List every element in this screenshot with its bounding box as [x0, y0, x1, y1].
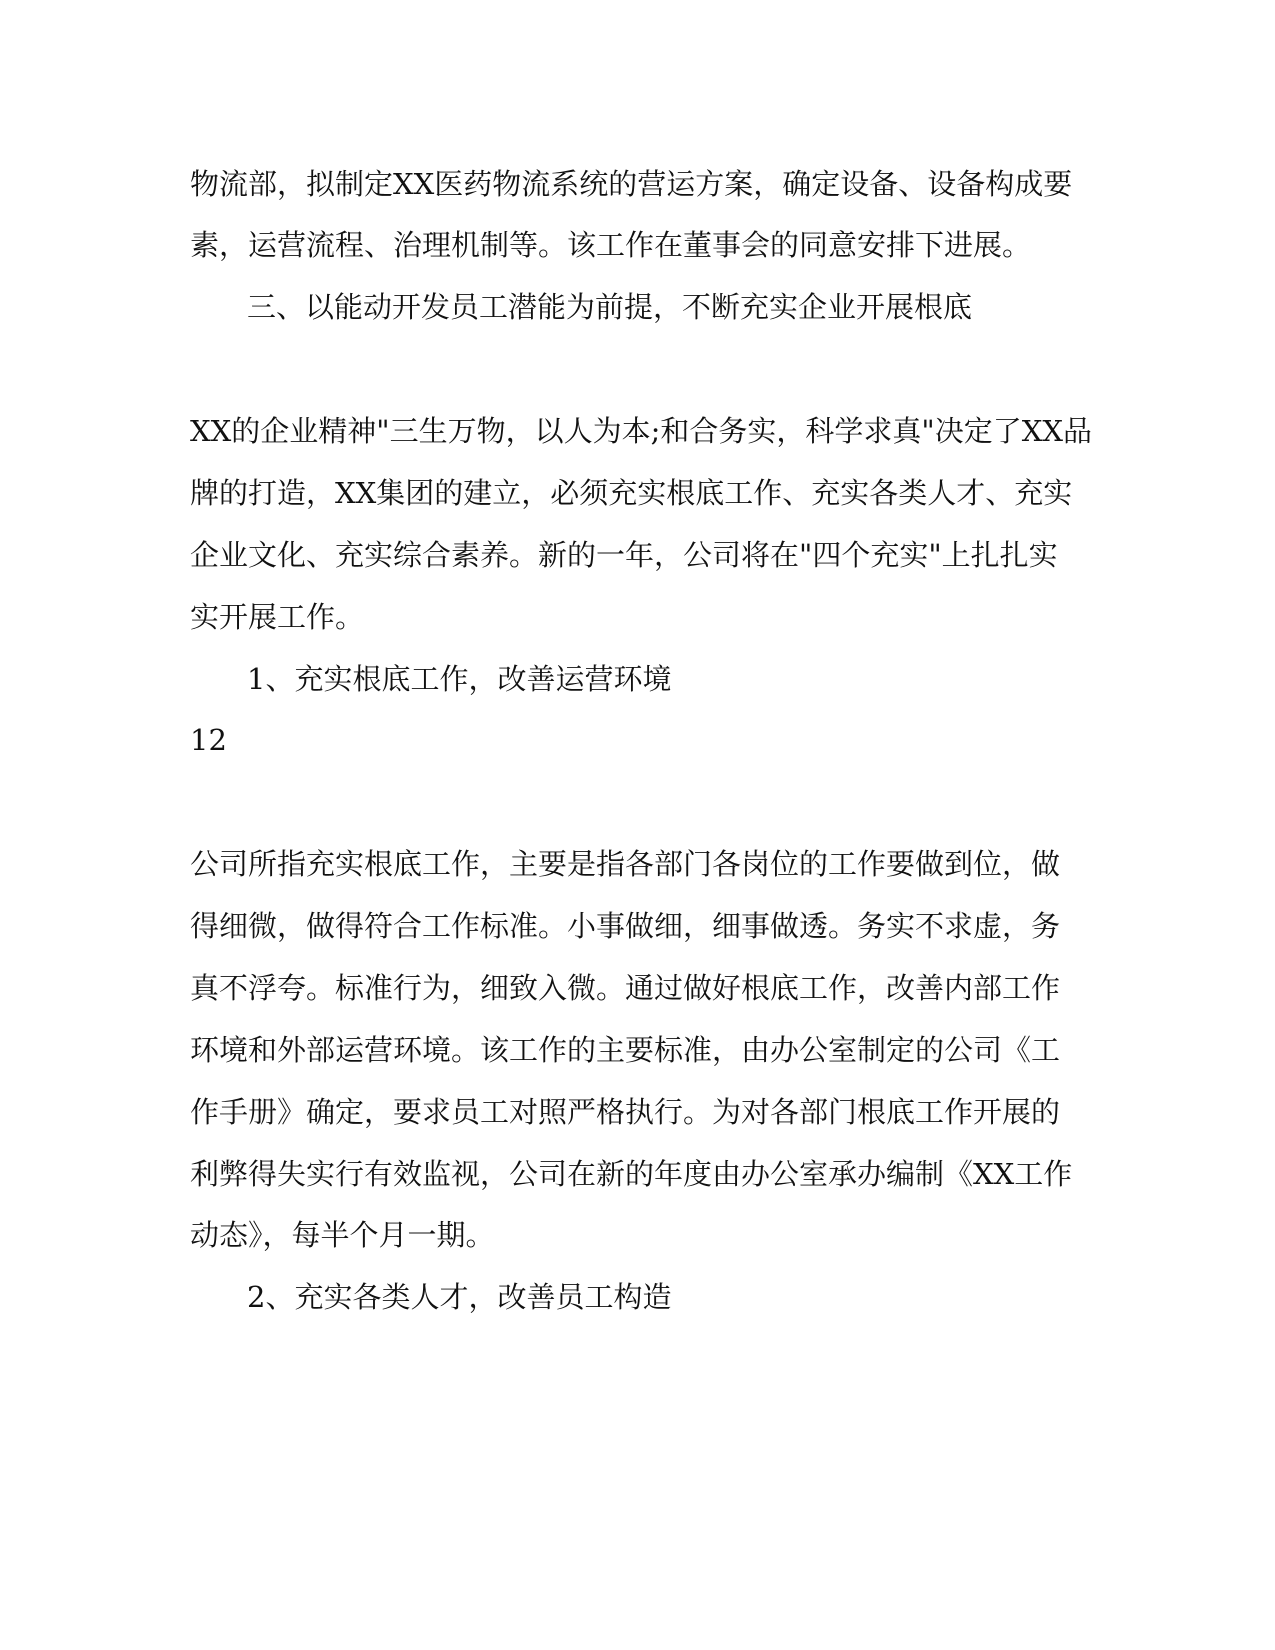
- paragraph-line-15: 利弊得失实行有效监视，公司在新的年度由办公室承办编制《XX工作: [190, 1157, 1073, 1191]
- subheading-1: 1、充实根底工作，改善运营环境: [247, 662, 672, 696]
- paragraph-line-14: 作手册》确定，要求员工对照严格执行。为对各部门根底工作开展的: [190, 1095, 1061, 1129]
- page-number: 12: [190, 723, 227, 757]
- paragraph-line-2: 素，运营流程、治理机制等。该工作在董事会的同意安排下进展。: [190, 228, 1032, 262]
- paragraph-line-4: XX的企业精神"三生万物，以人为本;和合务实，科学求真"决定了XX品: [190, 414, 1093, 448]
- paragraph-line-12: 真不浮夸。标准行为，细致入微。通过做好根底工作，改善内部工作: [190, 971, 1061, 1005]
- paragraph-line-16: 动态》，每半个月一期。: [190, 1218, 495, 1252]
- paragraph-line-6: 企业文化、充实综合素养。新的一年，公司将在"四个充实"上扎扎实: [190, 538, 1058, 572]
- paragraph-line-7: 实开展工作。: [190, 600, 365, 634]
- paragraph-line-11: 得细微，做得符合工作标准。小事做细，细事做透。务实不求虚，务: [190, 909, 1061, 943]
- paragraph-line-5: 牌的打造，XX集团的建立，必须充实根底工作、充实各类人才、充实: [190, 476, 1073, 510]
- paragraph-line-13: 环境和外部运营环境。该工作的主要标准，由办公室制定的公司《工: [190, 1033, 1061, 1067]
- paragraph-line-10: 公司所指充实根底工作，主要是指各部门各岗位的工作要做到位，做: [190, 847, 1061, 881]
- paragraph-line-1: 物流部，拟制定XX医药物流系统的营运方案，确定设备、设备构成要: [190, 167, 1073, 201]
- section-heading-3: 三、以能动开发员工潜能为前提，不断充实企业开展根底: [247, 290, 973, 324]
- subheading-2: 2、充实各类人才，改善员工构造: [247, 1280, 672, 1314]
